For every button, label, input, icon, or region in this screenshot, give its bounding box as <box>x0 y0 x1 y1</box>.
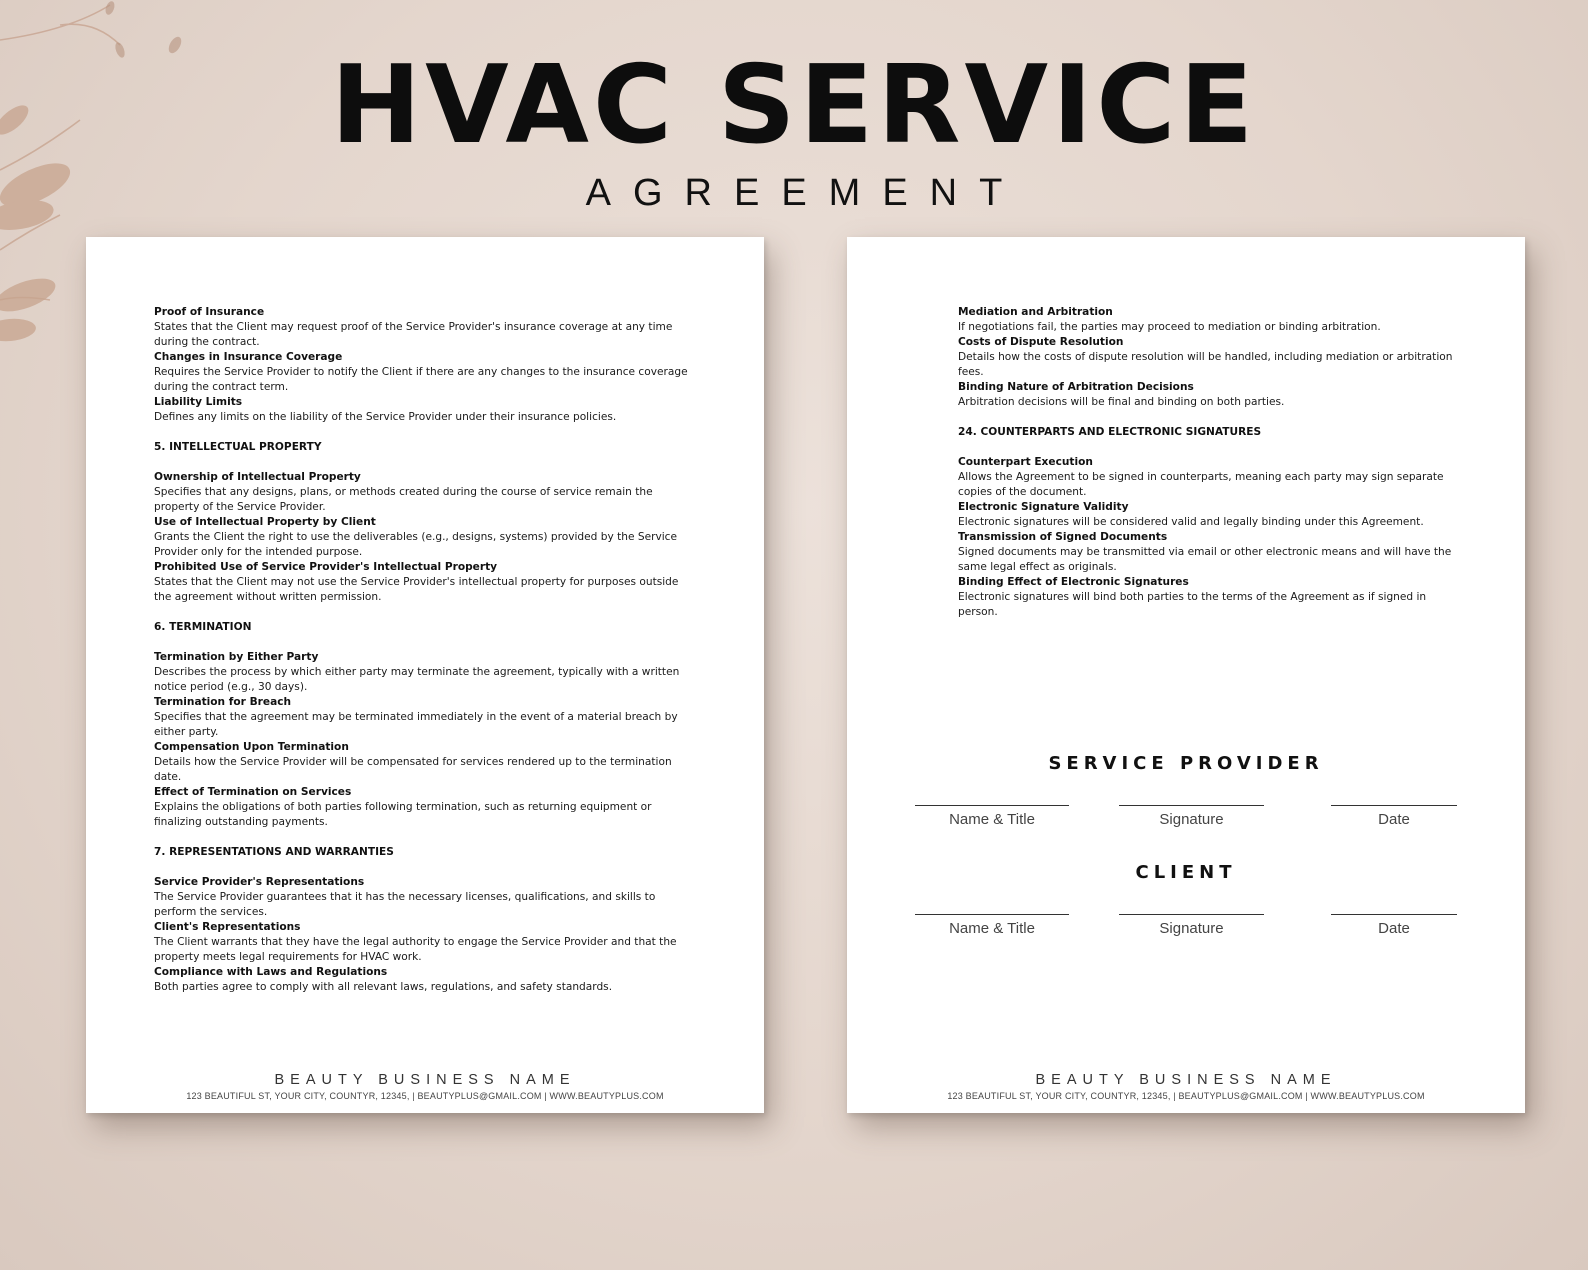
clause-description: Arbitration decisions will be final and binding on both parties. <box>958 396 1285 408</box>
clause-description: Electronic signatures will bind both parties to the terms of the Agreement as if signed in person. <box>958 591 1427 618</box>
signature-label-date: Date <box>1378 811 1410 828</box>
clause-description: Explains the obligations of both parties following termination, such as returning equipment or finalizing outstanding payments. <box>154 801 652 828</box>
signature-heading-provider: SERVICE PROVIDER <box>1048 753 1324 774</box>
signature-line-signature[interactable] <box>1119 914 1264 915</box>
clause-description: The Client warrants that they have the legal authority to engage the Service Provider and that the property meets legal requirements for HVAC work. <box>154 936 677 963</box>
clause-title: Electronic Signature Validity <box>958 501 1129 513</box>
section-heading: 24. COUNTERPARTS AND ELECTRONIC SIGNATURES <box>958 426 1262 438</box>
document-page-left <box>86 237 764 1113</box>
hero-subtitle: AGREEMENT <box>585 172 1025 214</box>
clause-description: Defines any limits on the liability of the Service Provider under their insurance policies. <box>154 411 617 423</box>
clause-title: Service Provider's Representations <box>154 876 365 888</box>
clause-title: Use of Intellectual Property by Client <box>154 516 376 528</box>
clause-title: Termination by Either Party <box>154 651 319 663</box>
clause-description: The Service Provider guarantees that it has the necessary licenses, qualifications, and skills to perform the services. <box>154 891 656 918</box>
signature-heading-client: CLIENT <box>1135 862 1237 883</box>
clause-description: Describes the process by which either party may terminate the agreement, typically with a written notice period (e.g., 30 days). <box>154 666 680 693</box>
clause-description: If negotiations fail, the parties may proceed to mediation or binding arbitration. <box>958 321 1381 333</box>
signature-label-date: Date <box>1378 920 1410 937</box>
section-heading: 5. INTELLECTUAL PROPERTY <box>154 441 322 453</box>
footer-contact-line: 123 BEAUTIFUL ST, YOUR CITY, COUNTYR, 12345, | BEAUTYPLUS@GMAIL.COM | WWW.BEAUTYPLUS.COM <box>947 1091 1425 1101</box>
clause-description: Allows the Agreement to be signed in counterparts, meaning each party may sign separate copies of the document. <box>958 471 1444 498</box>
clause-description: Requires the Service Provider to notify the Client if there are any changes to the insurance coverage during the contract term. <box>154 366 688 393</box>
footer-business-name: BEAUTY BUSINESS NAME <box>274 1071 576 1088</box>
clause-description: Electronic signatures will be considered valid and legally binding under this Agreement. <box>958 516 1424 528</box>
clause-title: Client's Representations <box>154 921 301 933</box>
clause-title: Liability Limits <box>154 396 243 408</box>
section-heading: 7. REPRESENTATIONS AND WARRANTIES <box>154 846 394 858</box>
clause-title: Ownership of Intellectual Property <box>154 471 361 483</box>
hero-title: HVAC SERVICE <box>330 43 1258 168</box>
clause-description: Grants the Client the right to use the deliverables (e.g., designs, systems) provided by the Service Provider only for the intended purpose. <box>154 531 678 558</box>
clause-title: Proof of Insurance <box>154 306 265 318</box>
signature-line-name-title[interactable] <box>915 805 1069 806</box>
signature-label-signature: Signature <box>1159 811 1224 828</box>
clause-description: Specifies that any designs, plans, or methods created during the course of service remain the property of the Service Provider. <box>154 486 653 513</box>
clause-title: Counterpart Execution <box>958 456 1093 468</box>
clause-title: Binding Nature of Arbitration Decisions <box>958 381 1194 393</box>
page-right-body <box>958 305 1463 620</box>
clause-title: Changes in Insurance Coverage <box>154 351 343 363</box>
signature-line-name-title[interactable] <box>915 914 1069 915</box>
clause-title: Binding Effect of Electronic Signatures <box>958 576 1189 588</box>
clause-description: Signed documents may be transmitted via email or other electronic means and will have the same legal effect as originals. <box>958 546 1452 573</box>
signature-label-name-title: Name & Title <box>949 811 1035 828</box>
clause-description: States that the Client may request proof of the Service Provider's insurance coverage at any time during the contract. <box>154 321 673 348</box>
clause-description: Details how the costs of dispute resolution will be handled, including mediation or arbitration fees. <box>958 351 1453 378</box>
page-footer <box>86 1072 764 1101</box>
footer-business-name: BEAUTY BUSINESS NAME <box>1035 1071 1337 1088</box>
clause-description: Details how the Service Provider will be compensated for services rendered up to the termination date. <box>154 756 672 783</box>
clause-title: Effect of Termination on Services <box>154 786 352 798</box>
signature-line-date[interactable] <box>1331 805 1457 806</box>
section-heading: 6. TERMINATION <box>154 621 252 633</box>
signature-block-provider <box>847 753 1525 853</box>
signature-label-signature: Signature <box>1159 920 1224 937</box>
clause-title: Compensation Upon Termination <box>154 741 349 753</box>
footer-contact-line: 123 BEAUTIFUL ST, YOUR CITY, COUNTYR, 12345, | BEAUTYPLUS@GMAIL.COM | WWW.BEAUTYPLUS.COM <box>186 1091 664 1101</box>
signature-label-name-title: Name & Title <box>949 920 1035 937</box>
clause-title: Termination for Breach <box>154 696 292 708</box>
clause-title: Mediation and Arbitration <box>958 306 1113 318</box>
document-page-right <box>847 237 1525 1113</box>
clause-description: Both parties agree to comply with all relevant laws, regulations, and safety standards. <box>154 981 613 993</box>
clause-description: Specifies that the agreement may be terminated immediately in the event of a material breach by either party. <box>154 711 678 738</box>
clause-title: Prohibited Use of Service Provider's Intellectual Property <box>154 561 498 573</box>
signature-block-client <box>847 862 1525 962</box>
signature-line-date[interactable] <box>1331 914 1457 915</box>
clause-title: Transmission of Signed Documents <box>958 531 1168 543</box>
signature-line-signature[interactable] <box>1119 805 1264 806</box>
page-footer <box>847 1072 1525 1101</box>
clause-description: States that the Client may not use the Service Provider's intellectual property for purposes outside the agreement without written permission. <box>154 576 679 603</box>
page-left-body <box>154 305 699 995</box>
clause-title: Costs of Dispute Resolution <box>958 336 1124 348</box>
clause-title: Compliance with Laws and Regulations <box>154 966 388 978</box>
